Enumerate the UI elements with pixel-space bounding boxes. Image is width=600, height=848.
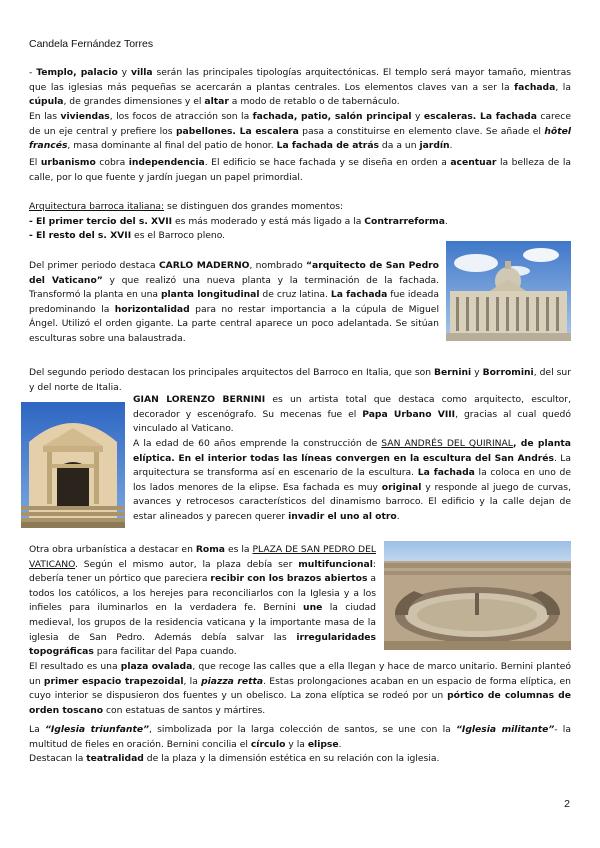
author-name: Candela Fernández Torres: [29, 38, 154, 50]
section-italian-baroque: Arquitectura barroca italiana: se distinguen dos grandes momentos: - El primer tercio del s. XVII es más moderado y está más ligado a la Contrarreforma. - El resto del s. XVII es el Barroco pleno.: [29, 201, 448, 242]
paragraph-san-andres: A la edad de 60 años emprende la construcción de SAN ANDRÉS DEL QUIRINAL, de planta elíptica. En el interior todas las líneas convergen en la escultura del San Andrés. La arquitectura se transforma así en escenario de la escultura. La fachada la coloca en uno de los lados menores de la elipse. Esa fachada es muy original y responde al juego de curvas, avances y retrocesos característicos del dinamismo barroco. El edificio y la calle dejan de estar alineados y parecen querer invadir el uno al otro.: [133, 438, 572, 522]
paragraph-typologies: - Templo, palacio y villa serán las principales tipologías arquitectónicas. El templo será mayor tamaño, mientras que las iglesias más pequeñas se acercarán a plantas centrales. Los elementos claves van a ser la fachada, la cúpula, de grandes dimensiones y el altar a modo de retablo o de tabernáculo.: [29, 67, 571, 108]
paragraph-iglesia: La “Iglesia triunfante”, simbolizada por la larga colección de santos, se une con la “Iglesia militante”- la multitud de fieles en oración. Bernini concilia el círculo y la elipse.: [29, 724, 571, 750]
image-san-pedro-facade: [446, 241, 571, 341]
paragraph-teatralidad: Destacan la teatralidad de la plaza y la dimensión estética en su relación con la iglesia.: [29, 753, 440, 764]
paragraph-urbanism: El urbanismo cobra independencia. El edificio se hace fachada y se diseña en orden a acentuar la belleza de la calle, por lo que fuente y jardín juegan un papel primordial.: [29, 157, 572, 183]
paragraph-bernini: GIAN LORENZO BERNINI es un artista total que destaca como arquitecto, escultor, decorador y escenógrafo. Su mecenas fue el Papa Urbano VIII, gracias al cual quedó vinculado al Vaticano.: [133, 394, 571, 435]
paragraph-plaza-san-pedro: Otra obra urbanística a destacar en Roma es la PLAZA DE SAN PEDRO DEL VATICANO. Según el mismo autor, la plaza debía ser multifuncional: debería tener un pórtico que pareciera recibir con los brazos abiertos a todos los católicos, a los herejes para reconciliarlos con la Iglesia y a los infieles para iluminarlos en la verdadera fe. Bernini une la ciudad medieval, los grupos de la residencia vaticana y la importante masa de la iglesia de San Pedro. Además debía salvar las irregularidades topográficas para facilitar del Papa cuando.: [29, 544, 377, 658]
page-number: 2: [564, 798, 570, 810]
paragraph-oval-plaza: El resultado es una plaza ovalada, que recoge las calles que a ella llegan y hace de marco unitario. Bernini planteó un primer espacio trapezoidal, la piazza retta. Estas prolongaciones acaban en un espacio de forma elíptica, en cuyo interior se dispusieron dos fuentes y un obelisco. La zona elíptica se rodeó por un pórtico de columnas de orden toscano con estatuas de santos y mártires.: [29, 661, 571, 716]
paragraph-second-period: Del segundo periodo destacan los principales arquitectos del Barroco en Italia, que son Bernini y Borromini, del sur y del norte de Italia.: [29, 367, 571, 393]
image-san-andres-quirinal: [21, 402, 125, 528]
paragraph-housing: En las viviendas, los focos de atracción son la fachada, patio, salón principal y escaleras. La fachada carece de un eje central y prefiere los pabellones. La escalera pasa a constituirse en elemento clave. Se añade el hôtel francés, masa dominante al final del patio de honor. La fachada de atrás da a un jardín.: [29, 111, 571, 152]
paragraph-maderno: Del primer periodo destaca CARLO MADERNO, nombrado “arquitecto de San Pedro del Vaticano” y que realizó una nueva planta y la terminación de la fachada. Transformó la planta en una planta longitudinal de cruz latina. La fachada fue ideada predominando la horizontalidad para no restar importancia a la cúpula de Miguel Ángel. Utilizó el orden gigante. La parte central aparece un poco adelantada. Se sitúan esculturas sobre una balaustrada.: [29, 260, 439, 344]
section-heading: Arquitectura barroca italiana:: [29, 201, 165, 212]
image-plaza-san-pedro: [384, 541, 571, 650]
